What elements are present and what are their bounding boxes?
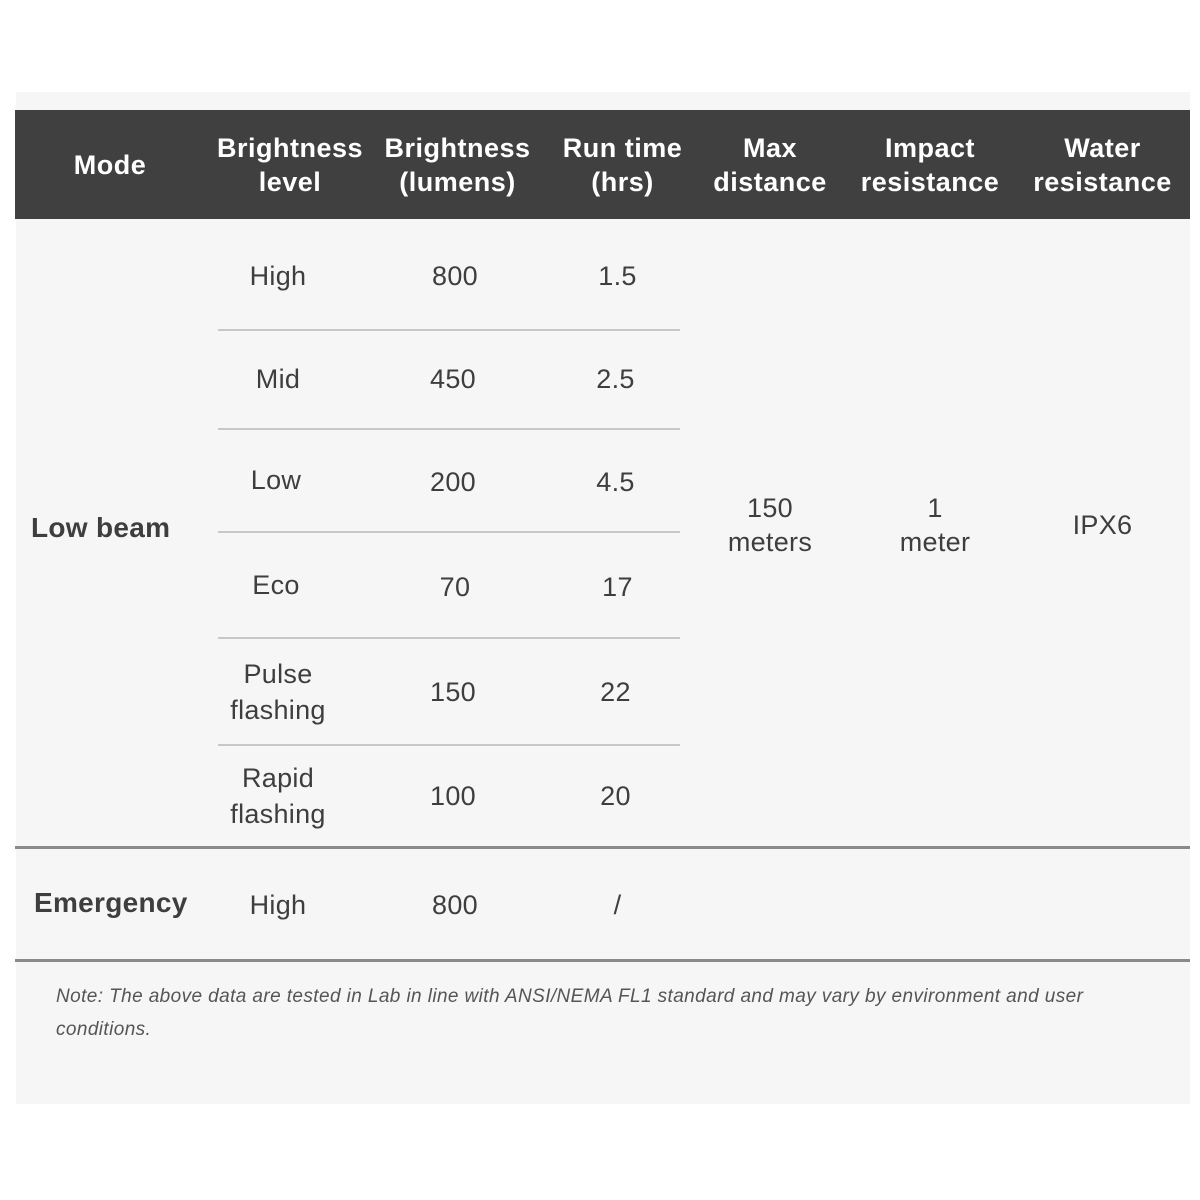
lumens-low: 200	[430, 467, 476, 497]
emergency-runtime: /	[613, 890, 622, 920]
emergency-lumens: 800	[432, 890, 478, 920]
header-run-time: Run time (hrs)	[562, 132, 683, 197]
runtime-eco: 17	[602, 572, 633, 602]
level-high: High	[249, 261, 307, 291]
runtime-mid: 2.5	[596, 364, 635, 394]
lumens-rapid-flashing: 100	[430, 781, 476, 811]
runtime-low: 4.5	[596, 467, 635, 497]
mode-emergency: Emergency	[34, 887, 188, 918]
level-pulse-flashing: Pulse flashing	[230, 658, 326, 725]
group-divider	[15, 846, 1190, 849]
runtime-high: 1.5	[598, 261, 637, 291]
water-resistance-value: IPX6	[1072, 510, 1133, 540]
emergency-level: High	[249, 890, 307, 920]
lumens-eco: 70	[439, 572, 471, 602]
lumens-high: 800	[432, 261, 478, 291]
header-impact-resistance: Impact resistance	[860, 132, 1000, 197]
level-rapid-flashing: Rapid flashing	[230, 763, 326, 829]
header-water-resistance: Water resistance	[1033, 132, 1172, 197]
row-divider	[218, 531, 680, 533]
mode-low-beam: Low beam	[31, 512, 171, 543]
runtime-pulse-flashing: 22	[600, 676, 631, 707]
footnote: Note: The above data are tested in Lab in line with ANSI/NEMA FL1 standard and may vary by environment and user conditions.	[56, 986, 1084, 1040]
level-mid: Mid	[255, 364, 301, 394]
max-distance-value: 150 meters	[727, 493, 813, 557]
level-low: Low	[250, 465, 302, 495]
header-brightness-level: Brightness level	[216, 132, 364, 197]
lumens-pulse-flashing: 150	[430, 676, 476, 707]
header-max-distance: Max distance	[713, 132, 827, 197]
runtime-rapid-flashing: 20	[600, 781, 631, 811]
level-eco: Eco	[252, 570, 300, 600]
impact-resistance-value: 1 meter	[899, 493, 971, 557]
table-bottom-rule	[15, 959, 1190, 962]
lumens-mid: 450	[430, 364, 476, 394]
header-brightness-lumens: Brightness (lumens)	[384, 132, 531, 197]
header-mode: Mode	[73, 149, 147, 180]
table-header	[15, 110, 1190, 219]
